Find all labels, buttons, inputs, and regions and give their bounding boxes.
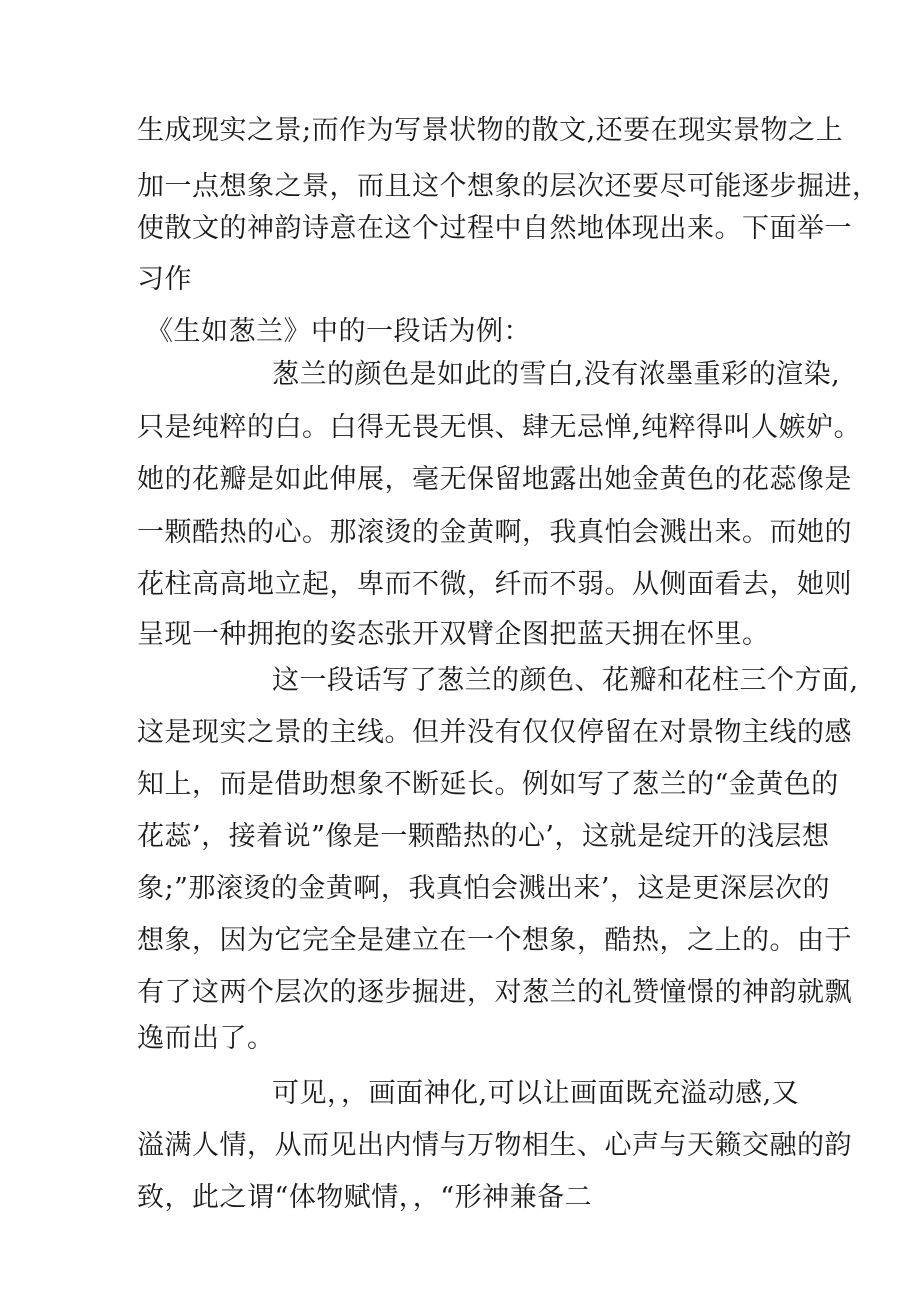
text-line: 《生如葱兰》中的一段话为例： xyxy=(146,316,531,347)
text-line: 有了这两个层次的逐步掘进，对葱兰的礼赞憧憬的神韵就飘 xyxy=(137,977,852,1008)
text-line: 她的花瓣是如此伸展，毫无保留地露出她金黄色的花蕊像是 xyxy=(137,464,852,495)
text-line: 想象，因为它完全是建立在一个想象，酷热，之上的。由于 xyxy=(137,925,852,956)
text-line: 呈现一种拥抱的姿态张开双臂企图把蓝天拥在怀里。 xyxy=(137,619,770,650)
text-line: 加一点想象之景，而且这个想象的层次还要尽可能逐步掘进， xyxy=(137,171,880,202)
text-line: 习作 xyxy=(137,264,192,295)
text-line: 生成现实之景;而作为写景状物的散文,还要在现实景物之上 xyxy=(137,115,844,146)
text-line: 致，此之谓“体物赋情，，“形神兼备二 xyxy=(137,1182,593,1213)
text-line: 溢满人情，从而见出内情与万物相生、心声与天籁交融的韵 xyxy=(137,1130,852,1161)
text-line: 花蕊’，接着说”像是一颗酷热的心’，这就是绽开的浅层想 xyxy=(137,821,830,852)
text-line: 葱兰的颜色是如此的雪白,没有浓墨重彩的渲染, xyxy=(272,359,841,390)
text-line: 使散文的神韵诗意在这个过程中自然地体现出来。下面举一 xyxy=(137,213,852,244)
text-line: 象;”那滚烫的金黄啊，我真怕会溅出来’，这是更深层次的 xyxy=(137,873,830,904)
text-line: 这是现实之景的主线。但并没有仅仅停留在对景物主线的感 xyxy=(137,717,852,748)
text-line: 一颗酷热的心。那滚烫的金黄啊，我真怕会溅出来。而她的 xyxy=(137,517,852,548)
text-line: 只是纯粹的白。白得无畏无惧、肆无忌惮,纯粹得叫人嫉妒。 xyxy=(137,412,862,443)
text-line: 知上，而是借助想象不断延长。例如写了葱兰的“金黄色的 xyxy=(137,769,839,800)
text-line: 花柱高高地立起，卑而不微，纤而不弱。从侧面看去，她则 xyxy=(137,569,852,600)
text-line: 这一段话写了葱兰的颜色、花瓣和花柱三个方面, xyxy=(272,665,859,696)
text-line: 逸而出了。 xyxy=(137,1023,275,1054)
text-line: 可见，，画面神化,可以让画面既充溢动感,又 xyxy=(272,1078,800,1109)
